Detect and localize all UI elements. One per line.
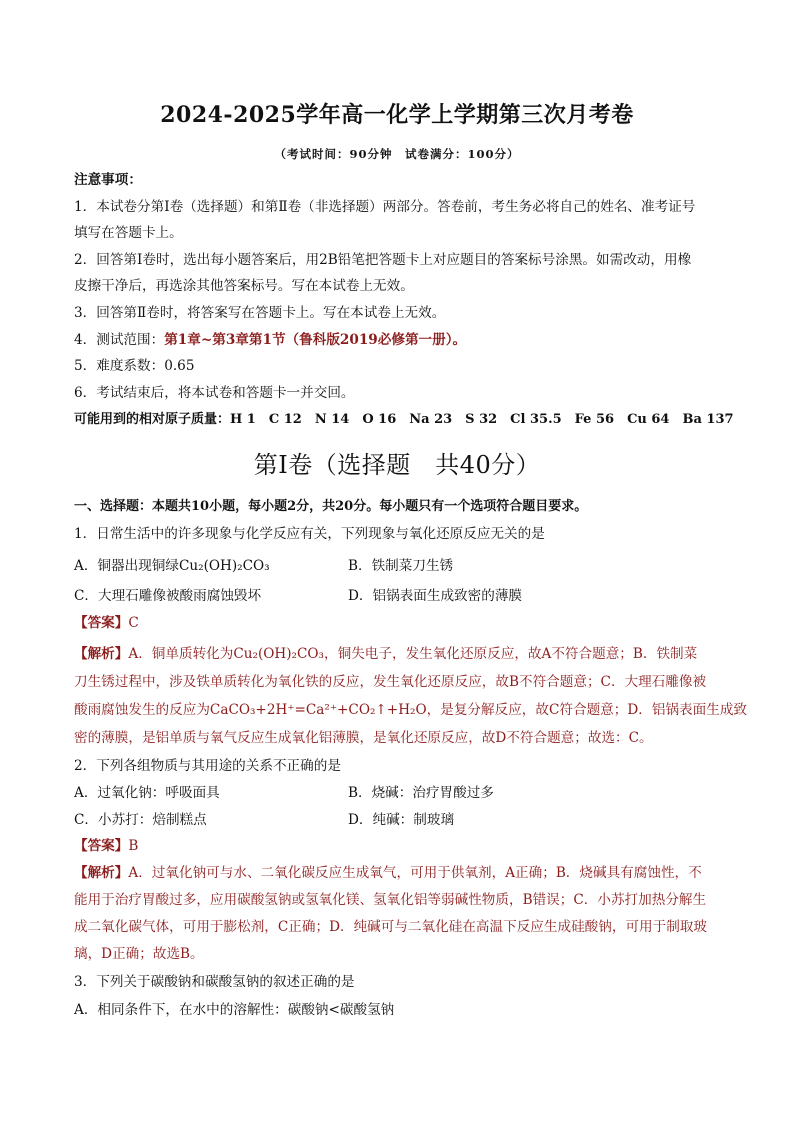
section-title: 第Ⅰ卷（选择题 共40分） (253, 451, 541, 479)
section-instructions: 一、选择题：本题共10小题，每小题2分，共20分。每小题只有一个选项符合题目要求。 (74, 499, 588, 514)
q3-option-a: A．相同条件下，在水中的溶解性：碳酸钠<碳酸氢钠 (74, 1002, 395, 1018)
note-1-line-2: 填写在答题卡上。 (74, 225, 183, 241)
note-1-line-1: 1．本试卷分第Ⅰ卷（选择题）和第Ⅱ卷（非选择题）两部分。答卷前，考生务必将自己的姓名、准考证号 (74, 199, 696, 215)
q1-option-b: B．铁制菜刀生锈 (348, 558, 454, 574)
note-5: 5．难度系数：0.65 (74, 358, 195, 374)
q2-explanation-text-1: A．过氧化钠可与水、二氧化碳反应生成氧气，可用于供氧剂，A正确；B．烧碱具有腐蚀性，不 (128, 865, 702, 881)
q2-explanation-line-1 (74, 863, 724, 883)
q1-option-a: A．铜器出现铜绿Cu₂(OH)₂CO₃ (74, 558, 270, 574)
q2-answer (74, 836, 724, 856)
q1-option-d: D．铝锅表面生成致密的薄膜 (348, 588, 523, 604)
q2-explanation-line-2: 能用于治疗胃酸过多，应用碳酸氢钠或氢氧化镁、氢氧化铝等弱碱性物质，B错误；C．小苏打加热分解生 (74, 892, 707, 908)
note-3: 3．回答第Ⅱ卷时，将答案写在答题卡上。写在本试卷上无效。 (74, 305, 446, 321)
answer-tag: 【答案】 (74, 838, 129, 854)
q1-explanation-line-2: 刀生锈过程中，涉及铁单质转化为氧化铁的反应，发生氧化还原反应，故B不符合题意；C．大理石雕像被 (74, 674, 707, 690)
q1-answer-value: C (128, 615, 139, 631)
q2-option-b: B．烧碱：治疗胃酸过多 (348, 785, 494, 801)
analysis-tag: 【解析】 (74, 646, 129, 662)
q1-explanation-text-1: A．铜单质转化为Cu₂(OH)₂CO₃，铜失电子，发生氧化还原反应，故A不符合题意；B．铁制菜 (128, 646, 698, 662)
q1-explanation-line-1 (74, 644, 724, 664)
analysis-tag: 【解析】 (74, 865, 129, 881)
notes-heading: 注意事项： (74, 172, 142, 188)
note-4 (74, 330, 724, 350)
answer-tag: 【答案】 (74, 615, 129, 631)
note-6: 6．考试结束后，将本试卷和答题卡一并交回。 (74, 385, 355, 401)
q1-answer (74, 613, 724, 633)
note-4-scope: 第1章~第3章第1节（鲁科版2019必修第一册）。 (164, 332, 467, 348)
q3-stem: 3．下列关于碳酸钠和碳酸氢钠的叙述正确的是 (74, 974, 355, 990)
q1-option-c: C．大理石雕像被酸雨腐蚀毁坏 (74, 588, 262, 604)
exam-info: （考试时间：90分钟 试卷满分：100分） (274, 147, 520, 161)
q2-explanation-line-3: 成二氧化碳气体，可用于膨松剂，C正确；D．纯碱可与二氧化硅在高温下反应生成硅酸钠，可用于制取玻 (74, 919, 708, 935)
atomic-masses: 可能用到的相对原子质量：H 1 C 12 N 14 O 16 Na 23 S 32 Cl 35.5 Fe 56 Cu 64 Ba 137 (74, 412, 734, 427)
note-2-line-2: 皮擦干净后，再选涂其他答案标号。写在本试卷上无效。 (74, 278, 414, 294)
page-title: 2024-2025学年高一化学上学期第三次月考卷 (160, 102, 634, 128)
q2-stem: 2．下列各组物质与其用途的关系不正确的是 (74, 758, 341, 774)
q1-explanation-line-4: 密的薄膜，是铝单质与氧气反应生成氧化铝薄膜，是氧化还原反应，故D不符合题意；故选：C。 (74, 730, 653, 746)
q1-explanation-line-3: 酸雨腐蚀发生的反应为CaCO₃+2H⁺=Ca²⁺+CO₂↑+H₂O，是复分解反应，故C符合题意；D．铝锅表面生成致 (74, 702, 748, 718)
q2-answer-value: B (128, 838, 139, 854)
note-2-line-1: 2．回答第Ⅰ卷时，选出每小题答案后，用2B铅笔把答题卡上对应题目的答案标号涂黑。如需改动，用橡 (74, 252, 692, 268)
q1-stem: 1．日常生活中的许多现象与化学反应有关，下列现象与氧化还原反应无关的是 (74, 526, 545, 542)
q2-option-c: C．小苏打：焙制糕点 (74, 812, 207, 828)
note-4-prefix: 4．测试范围： (74, 332, 165, 348)
q2-option-a: A．过氧化钠：呼吸面具 (74, 785, 220, 801)
q2-option-d: D．纯碱：制玻璃 (348, 812, 455, 828)
q2-explanation-line-4: 璃，D正确；故选B。 (74, 946, 204, 962)
